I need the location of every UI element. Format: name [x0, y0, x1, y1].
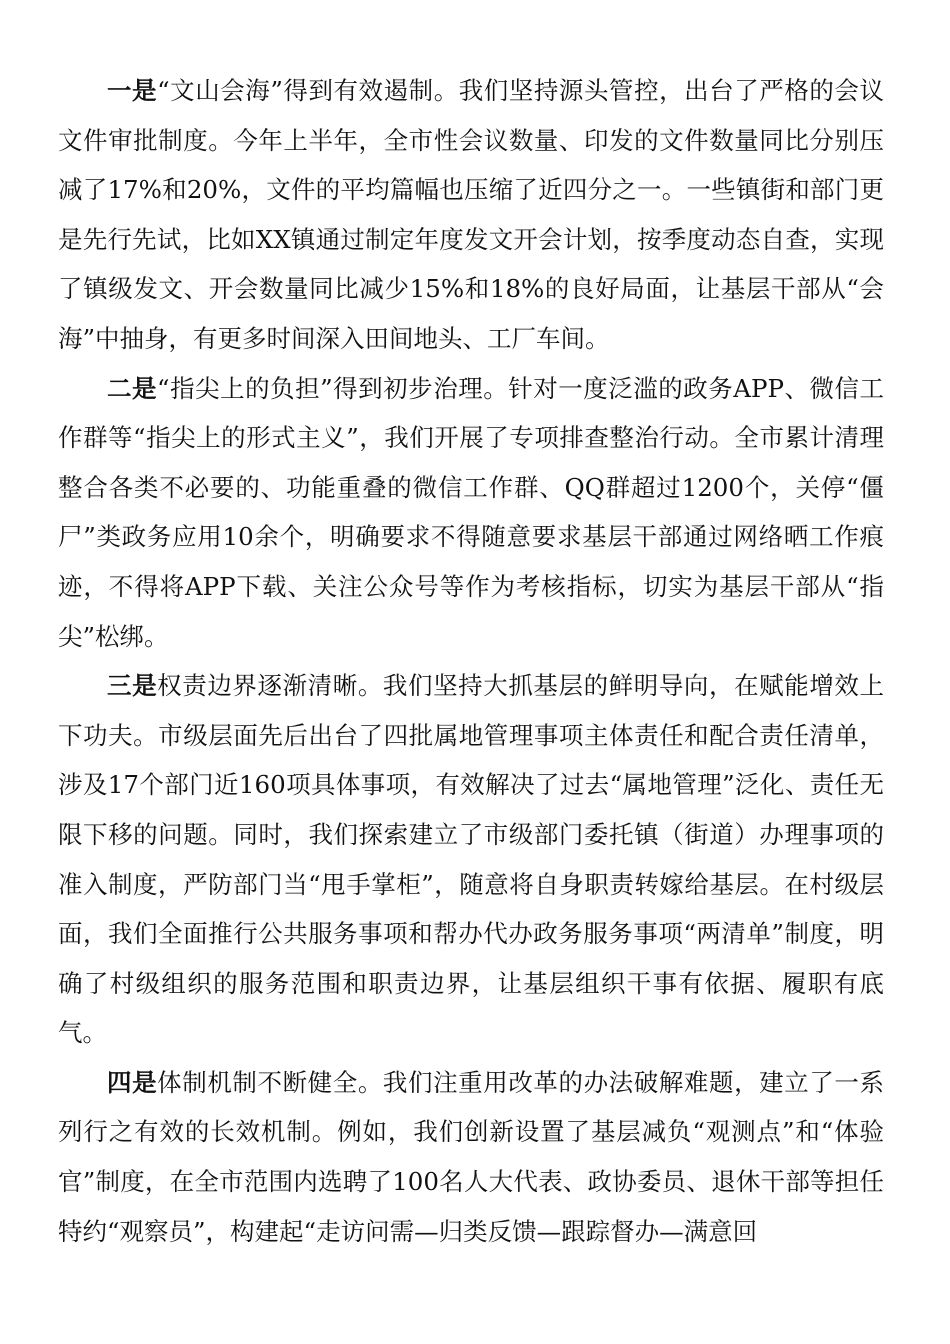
document-body: [58, 66, 884, 1256]
paragraph-1-text: “文山会海”得到有效遏制。我们坚持源头管控，出台了严格的会议文件审批制度。今年上半年，全市性会议数量、印发的文件数量同比分别压减了17%和20%，文件的平均篇幅也压缩了近四分之一。一些镇街和部门更是先行先试，比如XX镇通过制定年度发文开会计划，按季度动态自查，实现了镇级发文、开会数量同比减少15%和18%的良好局面，让基层干部从“会海”中抽身，有更多时间深入田间地头、工厂车间。: [58, 76, 884, 353]
paragraph-4-text: 体制机制不断健全。我们注重用改革的办法破解难题，建立了一系列行之有效的长效机制。例如，我们创新设置了基层减负“观测点”和“体验官”制度，在全市范围内选聘了100名人大代表、政协委员、退休干部等担任特约“观察员”，构建起“走访问需—归类反馈—跟踪督办—满意回: [58, 1067, 885, 1246]
paragraph-3-lead: 三是: [107, 671, 158, 701]
paragraph-3-text: 权责边界逐渐清晰。我们坚持大抓基层的鲜明导向，在赋能增效上下功夫。市级层面先后出台了四批属地管理事项主体责任和配合责任清单，涉及17个部门近160项具体事项，有效解决了过去“属地管理”泛化、责任无限下移的问题。同时，我们探索建立了市级部门委托镇（街道）办理事项的准入制度，严防部门当“甩手掌柜”，随意将自身职责转嫁给基层。在村级层面，我们全面推行公共服务事项和帮办代办政务服务事项“两清单”制度，明确了村级组织的服务范围和职责边界，让基层组织干事有依据、履职有底气。: [58, 671, 885, 1048]
paragraph-3: [58, 661, 884, 1058]
paragraph-1: [58, 66, 884, 364]
paragraph-2: [58, 364, 884, 662]
paragraph-2-text: “指尖上的负担”得到初步治理。针对一度泛滥的政务APP、微信工作群等“指尖上的形式主义”，我们开展了专项排查整治行动。全市累计清理整合各类不必要的、功能重叠的微信工作群、QQ群超过1200个，关停“僵尸”类政务应用10余个，明确要求不得随意要求基层干部通过网络晒工作痕迹，不得将APP下载、关注公众号等作为考核指标，切实为基层干部从“指尖”松绑。: [58, 373, 885, 651]
paragraph-4-lead: 四是: [107, 1067, 158, 1097]
paragraph-4: [58, 1058, 884, 1256]
paragraph-2-lead: 二是: [107, 373, 158, 403]
paragraph-1-lead: 一是: [107, 76, 158, 105]
